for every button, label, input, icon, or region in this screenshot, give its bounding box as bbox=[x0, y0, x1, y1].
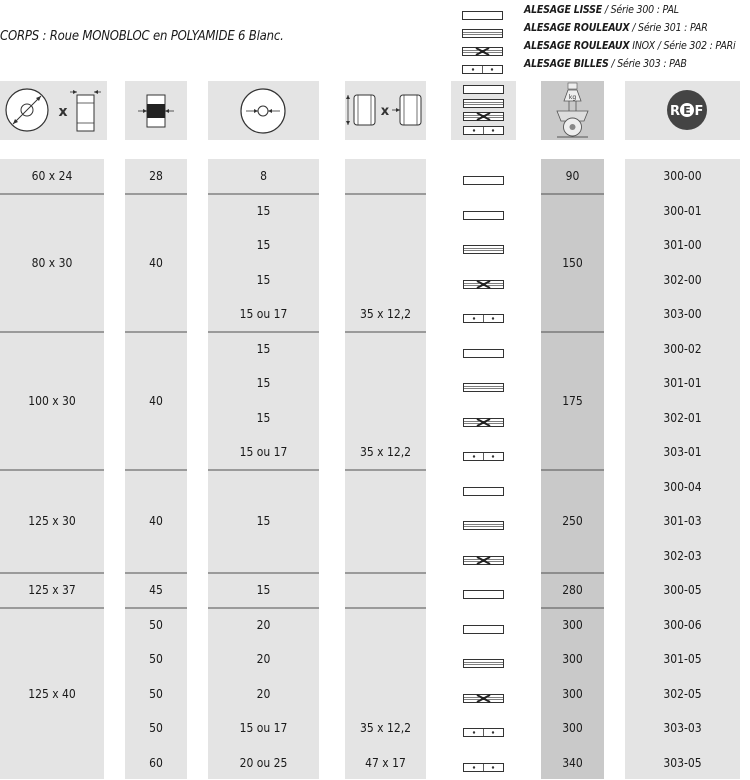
svg-text:kg: kg bbox=[569, 94, 576, 101]
wheel-size-cell: 80 x 30 bbox=[0, 194, 104, 332]
roller-inox-bore-icon bbox=[463, 112, 505, 122]
bore-cell: 15 ou 17 bbox=[208, 711, 319, 746]
ball-bore-icon bbox=[463, 763, 505, 773]
header-bore bbox=[208, 81, 319, 140]
header-tread bbox=[125, 81, 187, 140]
hub-length-icon bbox=[345, 81, 426, 140]
bore-cell: 15 bbox=[208, 401, 319, 436]
load-cell: 300 bbox=[541, 677, 604, 712]
load-cell: 175 bbox=[541, 332, 604, 470]
ball-bore-icon bbox=[463, 452, 505, 462]
svg-text:x: x bbox=[381, 104, 390, 119]
reference-cell: 303-00 bbox=[625, 297, 740, 332]
roller-bore-icon bbox=[463, 99, 505, 109]
tread-cell: 45 bbox=[125, 573, 187, 608]
bore-type-cell bbox=[463, 309, 505, 328]
plain-bore-icon bbox=[463, 85, 505, 95]
reference-cell: 300-01 bbox=[625, 194, 740, 229]
bore-type-cell bbox=[463, 447, 505, 466]
plain-bore-icon bbox=[463, 349, 505, 359]
roller-bore-icon bbox=[463, 383, 505, 393]
load-cell: 150 bbox=[541, 194, 604, 332]
reference-cell: 302-05 bbox=[625, 677, 740, 712]
ball-bore-icon bbox=[462, 65, 504, 75]
roller-inox-bore-icon bbox=[463, 418, 505, 428]
tread-cell: 28 bbox=[125, 159, 187, 194]
wheel-diameter-width-icon bbox=[0, 81, 107, 140]
roller-inox-bore-icon bbox=[463, 694, 505, 704]
load-cell: 300 bbox=[541, 711, 604, 746]
svg-text:R: R bbox=[670, 104, 680, 119]
svg-text:F: F bbox=[695, 104, 704, 119]
bore-type-cell bbox=[463, 275, 505, 294]
header-load bbox=[541, 81, 604, 140]
reference-cell: 300-02 bbox=[625, 332, 740, 367]
legend-label: ALESAGE ROULEAUX / Série 301 : PAR bbox=[524, 22, 708, 34]
wheel-size-cell: 60 x 24 bbox=[0, 159, 104, 194]
roller-bore-icon bbox=[463, 659, 505, 669]
tread-cell: 60 bbox=[125, 746, 187, 780]
reference-cell: 302-03 bbox=[625, 539, 740, 574]
reference-cell: 301-00 bbox=[625, 228, 740, 263]
bore-type-cell bbox=[463, 206, 505, 225]
roller-inox-bore-icon bbox=[462, 47, 504, 57]
tread-cell: 40 bbox=[125, 194, 187, 332]
roller-bore-icon bbox=[463, 521, 505, 531]
wheel-size-cell: 125 x 37 bbox=[0, 573, 104, 608]
group-divider bbox=[345, 572, 426, 574]
bore-type-cell bbox=[463, 482, 505, 501]
load-cell: 280 bbox=[541, 573, 604, 608]
header-ref bbox=[625, 81, 740, 140]
header-bore-types bbox=[451, 81, 516, 140]
bore-diameter-icon bbox=[208, 81, 319, 140]
tread-cell: 50 bbox=[125, 711, 187, 746]
header-wheel-dimensions bbox=[0, 81, 107, 140]
group-divider bbox=[345, 469, 426, 471]
bore-cell: 20 bbox=[208, 677, 319, 712]
reference-cell: 302-01 bbox=[625, 401, 740, 436]
tread-cell: 50 bbox=[125, 642, 187, 677]
bore-type-cell bbox=[463, 689, 505, 708]
wheel-size-cell: 125 x 30 bbox=[0, 470, 104, 574]
hub-cell: 35 x 12,2 bbox=[345, 297, 426, 332]
bore-type-cell bbox=[463, 171, 505, 190]
ball-bore-icon bbox=[463, 126, 505, 136]
header-hub bbox=[345, 81, 426, 140]
bore-types-icon bbox=[451, 81, 516, 140]
bore-cell: 15 bbox=[208, 228, 319, 263]
reference-cell: 300-00 bbox=[625, 159, 740, 194]
tread-cell: 50 bbox=[125, 677, 187, 712]
hub-cell: 35 x 12,2 bbox=[345, 435, 426, 470]
reference-cell: 300-05 bbox=[625, 573, 740, 608]
reference-cell: 302-00 bbox=[625, 263, 740, 298]
roller-bore-icon bbox=[462, 29, 504, 39]
ball-bore-icon bbox=[463, 728, 505, 738]
bore-cell: 20 bbox=[208, 642, 319, 677]
load-cell: 340 bbox=[541, 746, 604, 780]
bore-cell: 15 bbox=[208, 263, 319, 298]
svg-text:x: x bbox=[58, 104, 67, 120]
ball-bore-icon bbox=[463, 314, 505, 324]
bore-cell: 20 ou 25 bbox=[208, 746, 319, 780]
ball-bore-icon bbox=[462, 60, 504, 79]
legend-ball bbox=[462, 58, 750, 74]
reference-cell: 301-05 bbox=[625, 642, 740, 677]
reference-cell: 303-03 bbox=[625, 711, 740, 746]
load-cell: 250 bbox=[541, 470, 604, 574]
bore-type-cell bbox=[463, 344, 505, 363]
bore-cell: 8 bbox=[208, 159, 319, 194]
legend-roller-inox bbox=[462, 40, 750, 56]
bore-type-cell bbox=[463, 620, 505, 639]
bore-type-cell bbox=[463, 551, 505, 570]
wheel-size-cell: 125 x 40 bbox=[0, 608, 104, 780]
bore-cell: 15 bbox=[208, 194, 319, 229]
bore-type-cell bbox=[463, 758, 505, 777]
roller-inox-bore-icon bbox=[463, 280, 505, 290]
tread-cell: 40 bbox=[125, 332, 187, 470]
load-cell: 300 bbox=[541, 608, 604, 643]
bore-type-cell bbox=[463, 654, 505, 673]
legend-plain bbox=[462, 4, 750, 20]
plain-bore-icon bbox=[462, 11, 504, 21]
tread-cell: 40 bbox=[125, 470, 187, 574]
legend-label: ALESAGE BILLES / Série 303 : PAB bbox=[524, 58, 687, 70]
reference-cell: 300-04 bbox=[625, 470, 740, 505]
bore-type-cell bbox=[463, 413, 505, 432]
page-title: CORPS : Roue MONOBLOC en POLYAMIDE 6 Blanc. bbox=[0, 29, 284, 44]
bore-cell: 15 bbox=[208, 332, 319, 367]
group-divider bbox=[345, 607, 426, 609]
plain-bore-icon bbox=[463, 487, 505, 497]
bore-type-cell bbox=[463, 378, 505, 397]
ref-badge-icon bbox=[625, 81, 740, 140]
load-cell: 90 bbox=[541, 159, 604, 194]
plain-bore-icon bbox=[463, 176, 505, 186]
load-capacity-icon bbox=[541, 81, 604, 140]
bore-cell: 20 bbox=[208, 608, 319, 643]
reference-cell: 303-05 bbox=[625, 746, 740, 780]
bore-type-cell bbox=[463, 516, 505, 535]
bore-type-cell bbox=[463, 585, 505, 604]
plain-bore-icon bbox=[463, 625, 505, 635]
reference-cell: 301-01 bbox=[625, 366, 740, 401]
bore-cell: 15 bbox=[208, 573, 319, 608]
plain-bore-icon bbox=[463, 211, 505, 221]
group-divider bbox=[345, 331, 426, 333]
bore-cell: 15 ou 17 bbox=[208, 435, 319, 470]
hub-cell: 35 x 12,2 bbox=[345, 711, 426, 746]
bore-cell: 15 bbox=[208, 470, 319, 574]
bore-type-cell bbox=[463, 723, 505, 742]
bore-cell: 15 bbox=[208, 366, 319, 401]
wheel-size-cell: 100 x 30 bbox=[0, 332, 104, 470]
group-divider bbox=[345, 193, 426, 195]
reference-cell: 300-06 bbox=[625, 608, 740, 643]
legend-label: ALESAGE LISSE / Série 300 : PAL bbox=[524, 4, 679, 16]
plain-bore-icon bbox=[463, 590, 505, 600]
legend-label: ALESAGE ROULEAUX INOX / Série 302 : PARi bbox=[524, 40, 735, 52]
roller-inox-bore-icon bbox=[463, 556, 505, 566]
load-cell: 300 bbox=[541, 642, 604, 677]
bore-cell: 15 ou 17 bbox=[208, 297, 319, 332]
reference-cell: 301-03 bbox=[625, 504, 740, 539]
roller-bore-icon bbox=[463, 245, 505, 255]
legend-roller bbox=[462, 22, 750, 38]
svg-text:E: E bbox=[683, 104, 691, 117]
tread-width-icon bbox=[125, 81, 187, 140]
reference-cell: 303-01 bbox=[625, 435, 740, 470]
bore-type-cell bbox=[463, 240, 505, 259]
hub-cell: 47 x 17 bbox=[345, 746, 426, 780]
tread-cell: 50 bbox=[125, 608, 187, 643]
